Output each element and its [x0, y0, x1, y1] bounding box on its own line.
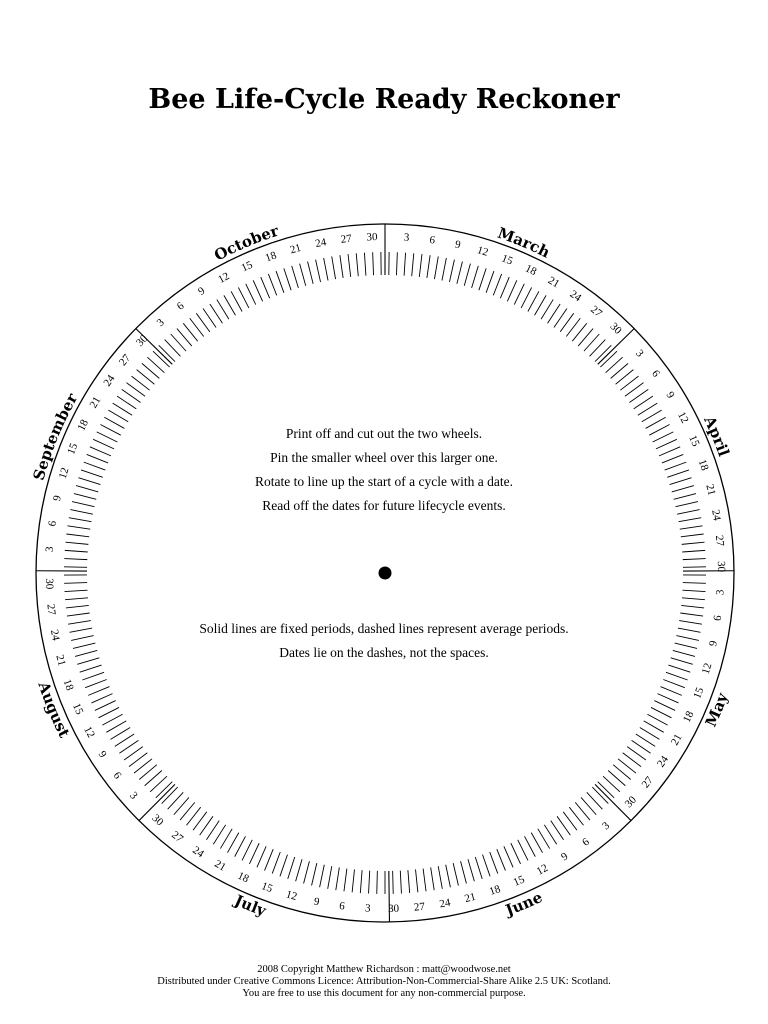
day-label: 21 — [288, 241, 303, 257]
day-label: 27 — [340, 232, 353, 246]
day-tick — [514, 284, 524, 305]
day-label: 12 — [56, 466, 72, 481]
day-label: 15 — [65, 441, 81, 457]
day-label: 18 — [60, 677, 76, 693]
day-tick — [541, 300, 553, 320]
day-tick — [449, 260, 454, 282]
day-label: 21 — [703, 483, 718, 497]
day-tick — [663, 679, 684, 687]
day-tick — [253, 280, 262, 301]
day-tick — [220, 829, 232, 849]
day-tick — [369, 871, 370, 894]
day-tick — [224, 295, 236, 315]
day-tick — [681, 605, 704, 608]
day-tick — [636, 734, 655, 746]
day-tick — [65, 598, 88, 600]
day-label: 15 — [70, 701, 86, 717]
day-tick — [304, 861, 310, 883]
day-tick — [82, 672, 104, 680]
center-pin-dot — [379, 567, 392, 580]
day-label: 12 — [699, 661, 715, 676]
day-tick — [680, 526, 703, 529]
day-label: 18 — [523, 262, 539, 279]
copyright-line: 2008 Copyright Matthew Richardson : matt@woodwose.net — [257, 964, 511, 975]
day-label: 6 — [110, 769, 124, 782]
day-tick — [66, 605, 89, 608]
day-tick — [300, 264, 306, 286]
day-tick — [647, 714, 667, 725]
day-label: 30 — [714, 560, 728, 573]
day-tick — [531, 833, 542, 853]
day-tick — [493, 274, 501, 295]
day-label: 18 — [75, 417, 92, 433]
day-label: 6 — [338, 899, 346, 913]
day-tick — [396, 252, 397, 275]
day-label: 3 — [43, 546, 57, 553]
day-label: 21 — [463, 890, 478, 906]
day-label: 9 — [663, 389, 677, 401]
day-tick — [490, 852, 498, 874]
day-tick — [324, 258, 328, 281]
day-label: 27 — [588, 303, 605, 320]
day-tick — [654, 701, 675, 711]
day-tick — [475, 857, 482, 879]
footer — [0, 964, 768, 1000]
day-tick — [102, 714, 122, 725]
day-tick — [360, 870, 362, 893]
day-tick — [332, 256, 336, 279]
day-label: 6 — [428, 234, 436, 247]
day-label: 6 — [174, 299, 187, 313]
day-tick — [69, 518, 92, 522]
day-tick — [217, 300, 229, 320]
day-label: 30 — [607, 320, 624, 337]
day-tick — [117, 396, 136, 409]
day-label: 12 — [81, 724, 98, 740]
day-label: 12 — [675, 409, 691, 426]
day-label: 27 — [639, 774, 656, 791]
day-tick — [344, 869, 347, 892]
day-tick — [85, 679, 106, 687]
day-tick — [213, 825, 225, 844]
day-tick — [457, 261, 463, 283]
day-label: 21 — [53, 653, 68, 668]
day-tick — [336, 867, 340, 890]
month-label-september: September — [29, 390, 82, 483]
day-label: 18 — [680, 709, 697, 725]
day-tick — [400, 871, 401, 894]
day-tick — [442, 258, 446, 281]
day-tick — [328, 866, 332, 889]
instruction-line-1: Print off and cut out the two wheels. — [285, 426, 483, 441]
day-tick — [660, 687, 681, 696]
day-tick — [468, 859, 474, 881]
day-label: 30 — [387, 902, 400, 916]
day-label: 6 — [580, 835, 592, 849]
day-tick — [67, 613, 90, 616]
day-label: 12 — [475, 244, 490, 259]
day-tick — [518, 840, 528, 861]
day-tick — [261, 277, 270, 298]
day-label: 24 — [438, 896, 452, 911]
day-label: 30 — [366, 231, 378, 244]
day-tick — [679, 518, 702, 522]
day-tick — [535, 295, 547, 315]
day-tick — [340, 255, 343, 278]
page-title: Bee Life-Cycle Ready Reckoner — [148, 84, 620, 115]
day-label: 18 — [695, 457, 711, 473]
day-tick — [377, 871, 378, 894]
day-label: 24 — [567, 288, 584, 305]
day-label: 30 — [134, 332, 151, 349]
day-tick — [65, 590, 88, 591]
day-label: 24 — [654, 753, 672, 770]
month-label-october: October — [211, 221, 281, 265]
day-label: 3 — [154, 316, 167, 330]
day-tick — [356, 253, 358, 276]
day-tick — [95, 701, 116, 711]
day-label: 27 — [44, 603, 58, 616]
day-label: 27 — [413, 900, 426, 914]
day-tick — [453, 863, 458, 885]
day-label: 24 — [709, 508, 723, 522]
month-label-may: May — [701, 690, 732, 730]
day-tick — [640, 727, 660, 739]
day-tick — [682, 542, 705, 544]
day-tick — [352, 869, 354, 892]
day-label: 3 — [127, 789, 140, 802]
day-label: 6 — [649, 367, 663, 380]
day-tick — [65, 550, 88, 552]
day-label: 6 — [711, 614, 725, 622]
day-tick — [483, 855, 491, 877]
day-label: 9 — [453, 238, 462, 252]
day-tick — [434, 256, 438, 279]
day-tick — [683, 559, 706, 560]
day-label: 18 — [487, 883, 503, 898]
day-tick — [427, 255, 430, 278]
month-label-april: April — [700, 413, 733, 459]
day-tick — [408, 870, 410, 893]
day-label: 9 — [50, 494, 64, 503]
day-label: 3 — [714, 589, 727, 596]
day-tick — [249, 843, 259, 864]
day-tick — [276, 271, 284, 293]
day-tick — [265, 849, 274, 870]
day-tick — [268, 274, 276, 295]
day-label: 24 — [101, 372, 118, 389]
day-label: 9 — [707, 639, 720, 648]
day-label: 18 — [263, 249, 279, 265]
day-label: 30 — [42, 578, 56, 590]
day-label: 24 — [190, 844, 207, 861]
day-tick — [438, 866, 442, 889]
day-tick — [115, 734, 134, 746]
day-label: 3 — [403, 231, 410, 244]
month-label-august: August — [34, 679, 74, 741]
instruction-line-4: Read off the dates for future lifecycle events. — [262, 498, 506, 513]
day-tick — [308, 261, 314, 283]
day-tick — [657, 694, 678, 703]
day-tick — [538, 829, 550, 849]
day-label: 12 — [284, 888, 299, 904]
day-label: 12 — [216, 270, 232, 287]
day-label: 9 — [196, 284, 208, 298]
day-tick — [65, 542, 88, 544]
day-tick — [404, 253, 405, 276]
day-tick — [91, 694, 112, 703]
day-tick — [292, 266, 299, 288]
day-label: 24 — [314, 236, 328, 251]
day-tick — [235, 836, 246, 856]
day-tick — [423, 869, 426, 892]
day-label: 15 — [499, 252, 515, 268]
day-tick — [257, 846, 266, 867]
day-tick — [464, 264, 470, 286]
day-tick — [446, 865, 451, 888]
day-tick — [651, 707, 672, 717]
day-tick — [364, 253, 365, 276]
day-tick — [416, 869, 418, 892]
day-tick — [680, 613, 703, 616]
day-tick — [642, 410, 662, 422]
day-tick — [666, 672, 688, 680]
month-label-june: June — [503, 888, 546, 920]
day-tick — [412, 253, 414, 276]
day-tick — [638, 403, 658, 415]
legend-line-2: Dates lie on the dashes, not the spaces. — [279, 645, 489, 660]
day-tick — [348, 254, 351, 277]
day-tick — [486, 271, 494, 293]
day-tick — [280, 855, 288, 877]
day-tick — [99, 707, 120, 717]
day-tick — [80, 665, 102, 672]
day-label: 6 — [46, 520, 59, 528]
day-tick — [528, 291, 539, 311]
day-tick — [272, 852, 280, 874]
day-label: 15 — [686, 433, 702, 449]
day-tick — [238, 287, 249, 307]
day-tick — [497, 849, 506, 870]
day-tick — [210, 304, 223, 323]
day-label: 15 — [691, 685, 707, 701]
day-tick — [472, 266, 479, 288]
day-label: 21 — [545, 274, 562, 291]
day-tick — [108, 410, 128, 422]
day-tick — [113, 403, 133, 415]
day-tick — [507, 280, 516, 301]
day-label: 15 — [511, 873, 527, 889]
day-tick — [66, 534, 89, 537]
instruction-line-2: Pin the smaller wheel over this larger one. — [270, 450, 498, 465]
day-label: 12 — [534, 862, 550, 878]
day-label: 18 — [235, 869, 251, 886]
day-tick — [682, 550, 705, 552]
license-line: Distributed under Creative Commons Licence: Attribution-Non-Commercial-Share Alike 2.5 UK: Scotland. — [157, 976, 611, 987]
usage-line: You are free to use this document for any non-commercial purpose. — [242, 988, 526, 999]
day-label: 24 — [47, 628, 62, 642]
day-label: 30 — [622, 793, 639, 811]
day-label: 9 — [95, 748, 109, 761]
day-tick — [110, 727, 130, 739]
day-tick — [504, 846, 513, 867]
day-label: 27 — [116, 352, 134, 369]
day-label: 27 — [712, 534, 726, 547]
day-tick — [316, 260, 321, 282]
day-label: 30 — [149, 812, 166, 829]
day-tick — [431, 867, 435, 890]
day-tick — [511, 843, 521, 864]
legend-line-1: Solid lines are fixed periods, dashed lines represent average periods. — [199, 621, 569, 636]
day-tick — [106, 721, 126, 732]
month-label-july: July — [231, 891, 269, 920]
day-tick — [548, 304, 561, 323]
day-tick — [373, 252, 374, 275]
day-tick — [525, 836, 536, 856]
day-tick — [64, 559, 87, 560]
day-tick — [242, 840, 252, 861]
day-tick — [683, 583, 706, 584]
day-tick — [64, 583, 87, 584]
day-label: 9 — [312, 895, 321, 909]
day-tick — [88, 687, 109, 696]
day-tick — [634, 396, 653, 409]
instruction-line-3: Rotate to line up the start of a cycle with a date. — [255, 474, 513, 489]
day-tick — [544, 825, 556, 844]
day-label: 9 — [559, 850, 571, 864]
day-tick — [479, 268, 486, 290]
day-label: 3 — [633, 347, 646, 360]
day-tick — [296, 859, 302, 881]
day-tick — [644, 721, 664, 732]
day-tick — [320, 865, 325, 888]
day-label: 21 — [212, 857, 228, 874]
day-tick — [393, 871, 394, 894]
day-tick — [419, 254, 422, 277]
day-label: 27 — [169, 828, 186, 846]
day-label: 3 — [364, 902, 371, 915]
day-label: 21 — [668, 732, 685, 748]
day-label: 3 — [600, 819, 613, 833]
day-label: 21 — [87, 394, 104, 411]
day-tick — [67, 526, 90, 529]
day-label: 15 — [239, 258, 255, 275]
day-tick — [288, 857, 295, 879]
day-tick — [231, 291, 242, 311]
day-tick — [312, 863, 317, 885]
day-tick — [521, 287, 532, 307]
day-tick — [683, 590, 706, 591]
day-tick — [284, 268, 291, 290]
day-tick — [227, 833, 238, 853]
day-tick — [682, 598, 705, 600]
day-tick — [668, 665, 690, 672]
month-label-march: March — [495, 223, 553, 262]
day-tick — [500, 277, 509, 298]
day-tick — [681, 534, 704, 537]
day-tick — [246, 284, 256, 305]
day-label: 15 — [259, 880, 275, 896]
day-tick — [461, 861, 467, 883]
